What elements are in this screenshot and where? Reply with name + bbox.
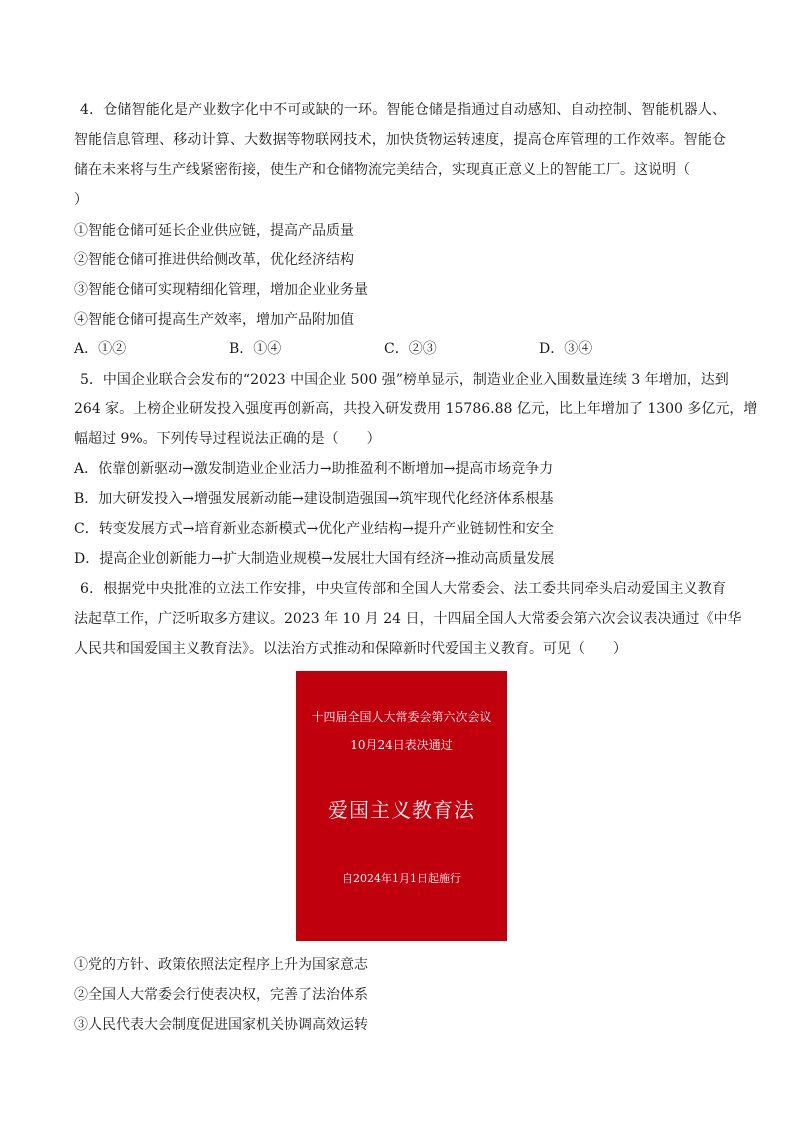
poster-vote-date: 10月24日表决通过 <box>350 738 453 752</box>
q4-option-d: D．③④ <box>539 341 593 357</box>
q4-item-3: ③智能仓储可实现精细化管理，增加企业业务量 <box>74 282 368 298</box>
q6-item-1: ①党的方针、政策依照法定程序上升为国家意志 <box>74 957 368 973</box>
q5-option-a: A．依靠创新驱动→激发制造业企业活力→助推盈利不断增加→提高市场竞争力 <box>74 461 554 477</box>
poster-law-title: 爱国主义教育法 <box>328 798 475 822</box>
q6-item-3: ③人民代表大会制度促进国家机关协调高效运转 <box>74 1017 368 1033</box>
q4-item-1: ①智能仓储可延长企业供应链，提高产品质量 <box>74 223 354 239</box>
q4-option-c: C．②③ <box>384 341 437 357</box>
law-poster-image <box>296 671 507 941</box>
q6-stem-line-1: 6．根据党中央批准的立法工作安排，中央宣传部和全国人大常委会、法工委共同牵头启动爱国主义教育 <box>80 581 726 597</box>
q5-stem-line-1: 5．中国企业联合会发布的“2023 中国企业 500 强”榜单显示，制造业企业入围数量连续 3 年增加，达到 <box>80 372 729 388</box>
q4-option-a: A．①② <box>74 341 127 357</box>
q4-stem-line-3: 储在未来将与生产线紧密衔接，使生产和仓储物流完美结合，实现真正意义上的智能工厂。这说明（ <box>74 162 690 178</box>
q4-item-4: ④智能仓储可提高生产效率，增加产品附加值 <box>74 312 354 328</box>
q5-stem-line-2: 264 家。上榜企业研发投入强度再创新高，共投入研发费用 15786.88 亿元，比上年增加了 1300 多亿元，增 <box>74 401 758 417</box>
q4-options <box>74 339 726 359</box>
q5-option-b: B．加大研发投入→增强发展新动能→建设制造强国→筑牢现代化经济体系根基 <box>74 491 554 507</box>
q6-stem-line-2: 法起草工作，广泛听取多方建议。2023 年 10 月 24 日，十四届全国人大常委会第六次会议表决通过《中华 <box>74 611 742 627</box>
q4-stem-line-4: ） <box>74 192 88 208</box>
q5-stem-line-3: 幅超过 9%。下列传导过程说法正确的是（ ） <box>74 431 381 447</box>
poster-effective-date: 自2024年1月1日起施行 <box>342 872 461 885</box>
q6-stem-line-3: 人民共和国爱国主义教育法》。以法治方式推动和保障新时代爱国主义教育。可见（ ） <box>74 641 627 657</box>
q4-option-b: B．①④ <box>229 341 282 357</box>
q5-option-d: D．提高企业创新能力→扩大制造业规模→发展壮大国有经济→推动高质量发展 <box>74 551 555 567</box>
q4-item-2: ②智能仓储可推进供给侧改革，优化经济结构 <box>74 252 354 268</box>
poster-session-line: 十四届全国人大常委会第六次会议 <box>311 710 492 724</box>
q5-option-c: C．转变发展方式→培育新业态新模式→优化产业结构→提升产业链韧性和安全 <box>74 521 554 537</box>
q4-stem-line-2: 智能信息管理、移动计算、大数据等物联网技术，加快货物运转速度，提高仓库管理的工作效率。智能仓 <box>74 132 726 148</box>
q6-item-2: ②全国人大常委会行使表决权，完善了法治体系 <box>74 987 368 1003</box>
q4-stem-line-1: 4．仓储智能化是产业数字化中不可或缺的一环。智能仓储是指通过自动感知、自动控制、智能机器人、 <box>80 102 726 118</box>
